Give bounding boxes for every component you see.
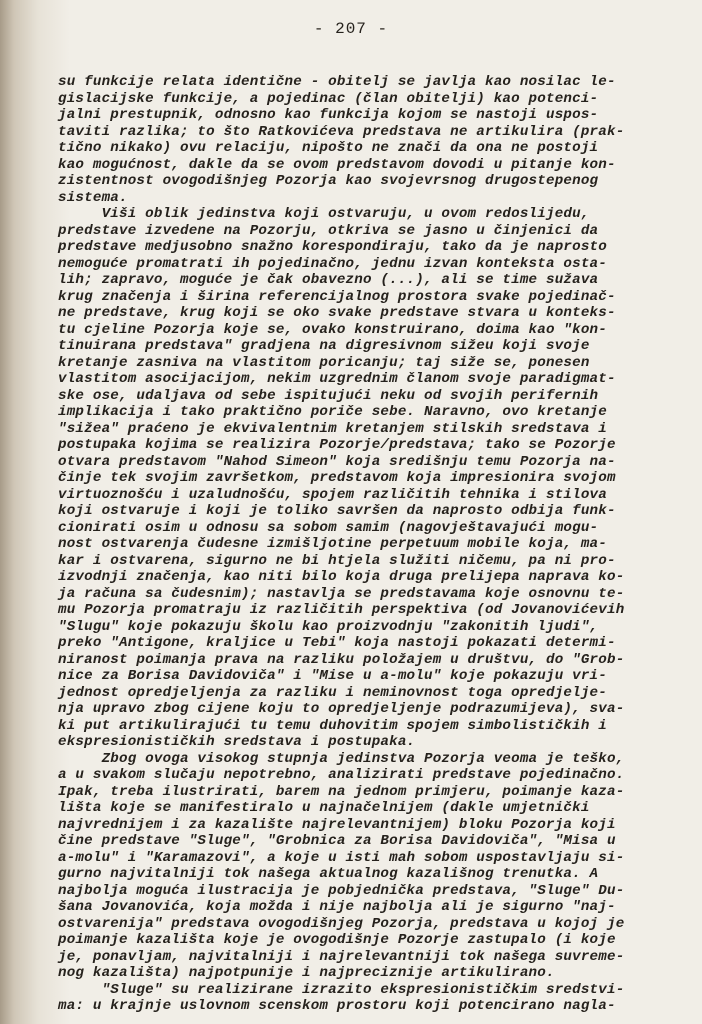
text-line: ja računa sa čudesnim); nastavlja se predstavama koje osnovnu te- — [58, 585, 625, 602]
text-line: implikacija i tako praktično poriče sebe. Naravno, ovo kretanje — [58, 404, 607, 420]
text-line: poimanje kazališta koje je ovogodišnje Pozorje zastupalo (i koje — [58, 932, 616, 948]
text-line: nja upravo zbog cijene koju to opredjeljenje podrazumijeva), sva- — [58, 701, 625, 717]
text-line: Viši oblik jedinstva koji ostvaruju, u ovom redoslijedu, — [58, 206, 590, 222]
text-line: ske ose, udaljava od sebe ispitujući neku od svojih perifernih — [58, 387, 599, 404]
text-line: jalni prestupnik, odnosno kao funkcija kojom se nastoji uspos- — [58, 107, 599, 123]
text-line: tu cjeline Pozorja koje se, ovako konstruirano, doima kao "kon- — [58, 321, 607, 338]
body-text — [58, 74, 694, 1015]
text-line: izvodnji značenja, kao niti bilo koja druga prelijepa naprava ko- — [58, 569, 625, 585]
text-line: ekspresionističkih sredstava i postupaka. — [58, 734, 416, 750]
text-line: lih; zapravo, moguće je čak obavezno (...), ali se time sužava — [58, 272, 599, 288]
text-line: jednost opredjeljenja za razliku i neminovnost toga opredjelje- — [58, 684, 607, 701]
text-line: preko "Antigone, kraljice u Tebi" koja nastoji pokazati determi- — [58, 635, 616, 651]
text-line: a u svakom slučaju nepotrebno, analizirati predstave pojedinačno. — [58, 767, 625, 783]
text-line: a-molu" i "Karamazovi", a koje u isti mah sobom uspostavljaju si- — [58, 849, 625, 866]
text-line: lišta koje se manifestiralo u najnačelnijem (dakle umjetnički — [58, 800, 590, 816]
text-line: niranost poimanja prava na razliku položajem u društvu, do "Grob- — [58, 651, 625, 668]
text-line: predstave medjusobno snažno korespondiraju, tako da je naprosto — [58, 239, 607, 255]
text-line: ki put artikulirajući tu temu duhovitim spojem simbolističkih i — [58, 717, 607, 734]
text-line: ma: u krajnje uslovnom scenskom prostoru koji potencirano nagla- — [58, 998, 616, 1014]
text-line: taviti razlika; to što Ratkovićeva predstava ne artikulira (prak- — [58, 123, 625, 140]
text-line: Ipak, treba ilustrirati, barem na jednom primjeru, poimanje kaza- — [58, 783, 625, 800]
text-line: mu Pozorja promatraju iz različitih perspektiva (od Jovanovićevih — [58, 602, 625, 618]
text-line: nice za Borisa Davidoviča" i "Mise u a-molu" koje pokazuju vri- — [58, 668, 607, 684]
text-line: gislacijske funkcije, a pojedinac (član obitelji) kao potenci- — [58, 90, 599, 107]
text-line: vlastitom asocijacijom, nekim uzgrednim članom svoje paradigmat- — [58, 371, 616, 387]
text-line: "Slugu" koje pokazuju školu kao proizvodnju "zakonitih ljudi", — [58, 618, 599, 635]
text-line: "sižea" praćeno je ekvivalentnim kretanjem stilskih sredstava i — [58, 420, 607, 437]
text-line: tinuirana predstava" gradjena na digresivnom sižeu koji svoje — [58, 338, 590, 354]
text-line: cionirati osim u odnosu sa sobom samim (nagovještavajući mogu- — [58, 519, 599, 536]
text-line: najbolja moguća ilustracija je pobjednička predstava, "Sluge" Du- — [58, 882, 625, 899]
text-line: gurno najvitalniji tok našega aktualnog kazališnog trenutka. A — [58, 866, 599, 882]
text-line: čine predstave "Sluge", "Grobnica za Borisa Davidoviča", "Misa u — [58, 833, 616, 849]
text-line: su funkcije relata identične - obitelj se javlja kao nosilac le- — [58, 74, 616, 90]
text-line: Zbog ovoga visokog stupnja jedinstva Pozorja veoma je teško, — [58, 750, 625, 767]
text-line: tično nikako) ovu relaciju, nipošto ne znači da ona ne postoji — [58, 140, 599, 156]
text-line: virtuoznošću i uzaludnošću, spojem različitih tehnika i stilova — [58, 486, 607, 503]
text-line: kao mogućnost, dakle da se ovom predstavom dovodi u pitanje kon- — [58, 156, 616, 173]
text-line: postupaka kojima se realizira Pozorje/predstava; tako se Pozorje — [58, 437, 616, 453]
text-line: ne predstave, krug koji se oko svake predstave stvara u konteks- — [58, 305, 616, 321]
text-line: kar i ostvarena, sigurno ne bi htjela služiti ničemu, pa ni pro- — [58, 552, 616, 569]
text-line: "Sluge" su realizirane izrazito ekspresionističkim sredstvi- — [58, 981, 625, 998]
text-line: nost ostvarenja čudesne izmišljotine perpetuum mobile koja, ma- — [58, 536, 607, 552]
text-line: kretanje zasniva na vlastitom poricanju; taj siže se, ponesen — [58, 354, 590, 371]
text-line: zistentnost ovogodišnjeg Pozorja kao svojevrsnog drugostepenog — [58, 173, 599, 189]
text-line: sistema. — [58, 189, 128, 206]
text-line: najvrednijem i za kazalište najrelevantnijem) bloku Pozorja koji — [58, 816, 616, 833]
page-number: - 207 - — [313, 20, 389, 38]
text-line: ostvarenija" predstava ovogodišnjeg Pozorja, predstava u kojoj je — [58, 915, 625, 932]
text-line: koji ostvaruje i koji je toliko savršen da naprosto odbija funk- — [58, 503, 616, 519]
text-line: nog kazališta) najpotpunije i najpreciznije artikulirano. — [58, 965, 555, 981]
text-line: predstave izvedene na Pozorju, otkriva se jasno u činjenici da — [58, 222, 599, 239]
text-line: je, ponavljam, najvitalniji i najrelevantniji tok našega suvreme- — [58, 948, 625, 965]
text-line: nemoguće promatrati ih pojedinačno, jednu izvan konteksta osta- — [58, 255, 607, 272]
text-line: krug značenja i širina referencijalnog prostora svake pojedinač- — [58, 288, 616, 305]
text-line: činje tek svojim završetkom, predstavom koja impresionira svojom — [58, 470, 616, 486]
text-line: šana Jovanovića, koja možda i nije najbolja ali je sigurno "naj- — [58, 899, 616, 915]
text-line: otvara predstavom "Nahod Simeon" koja središnju temu Pozorja na- — [58, 453, 616, 470]
